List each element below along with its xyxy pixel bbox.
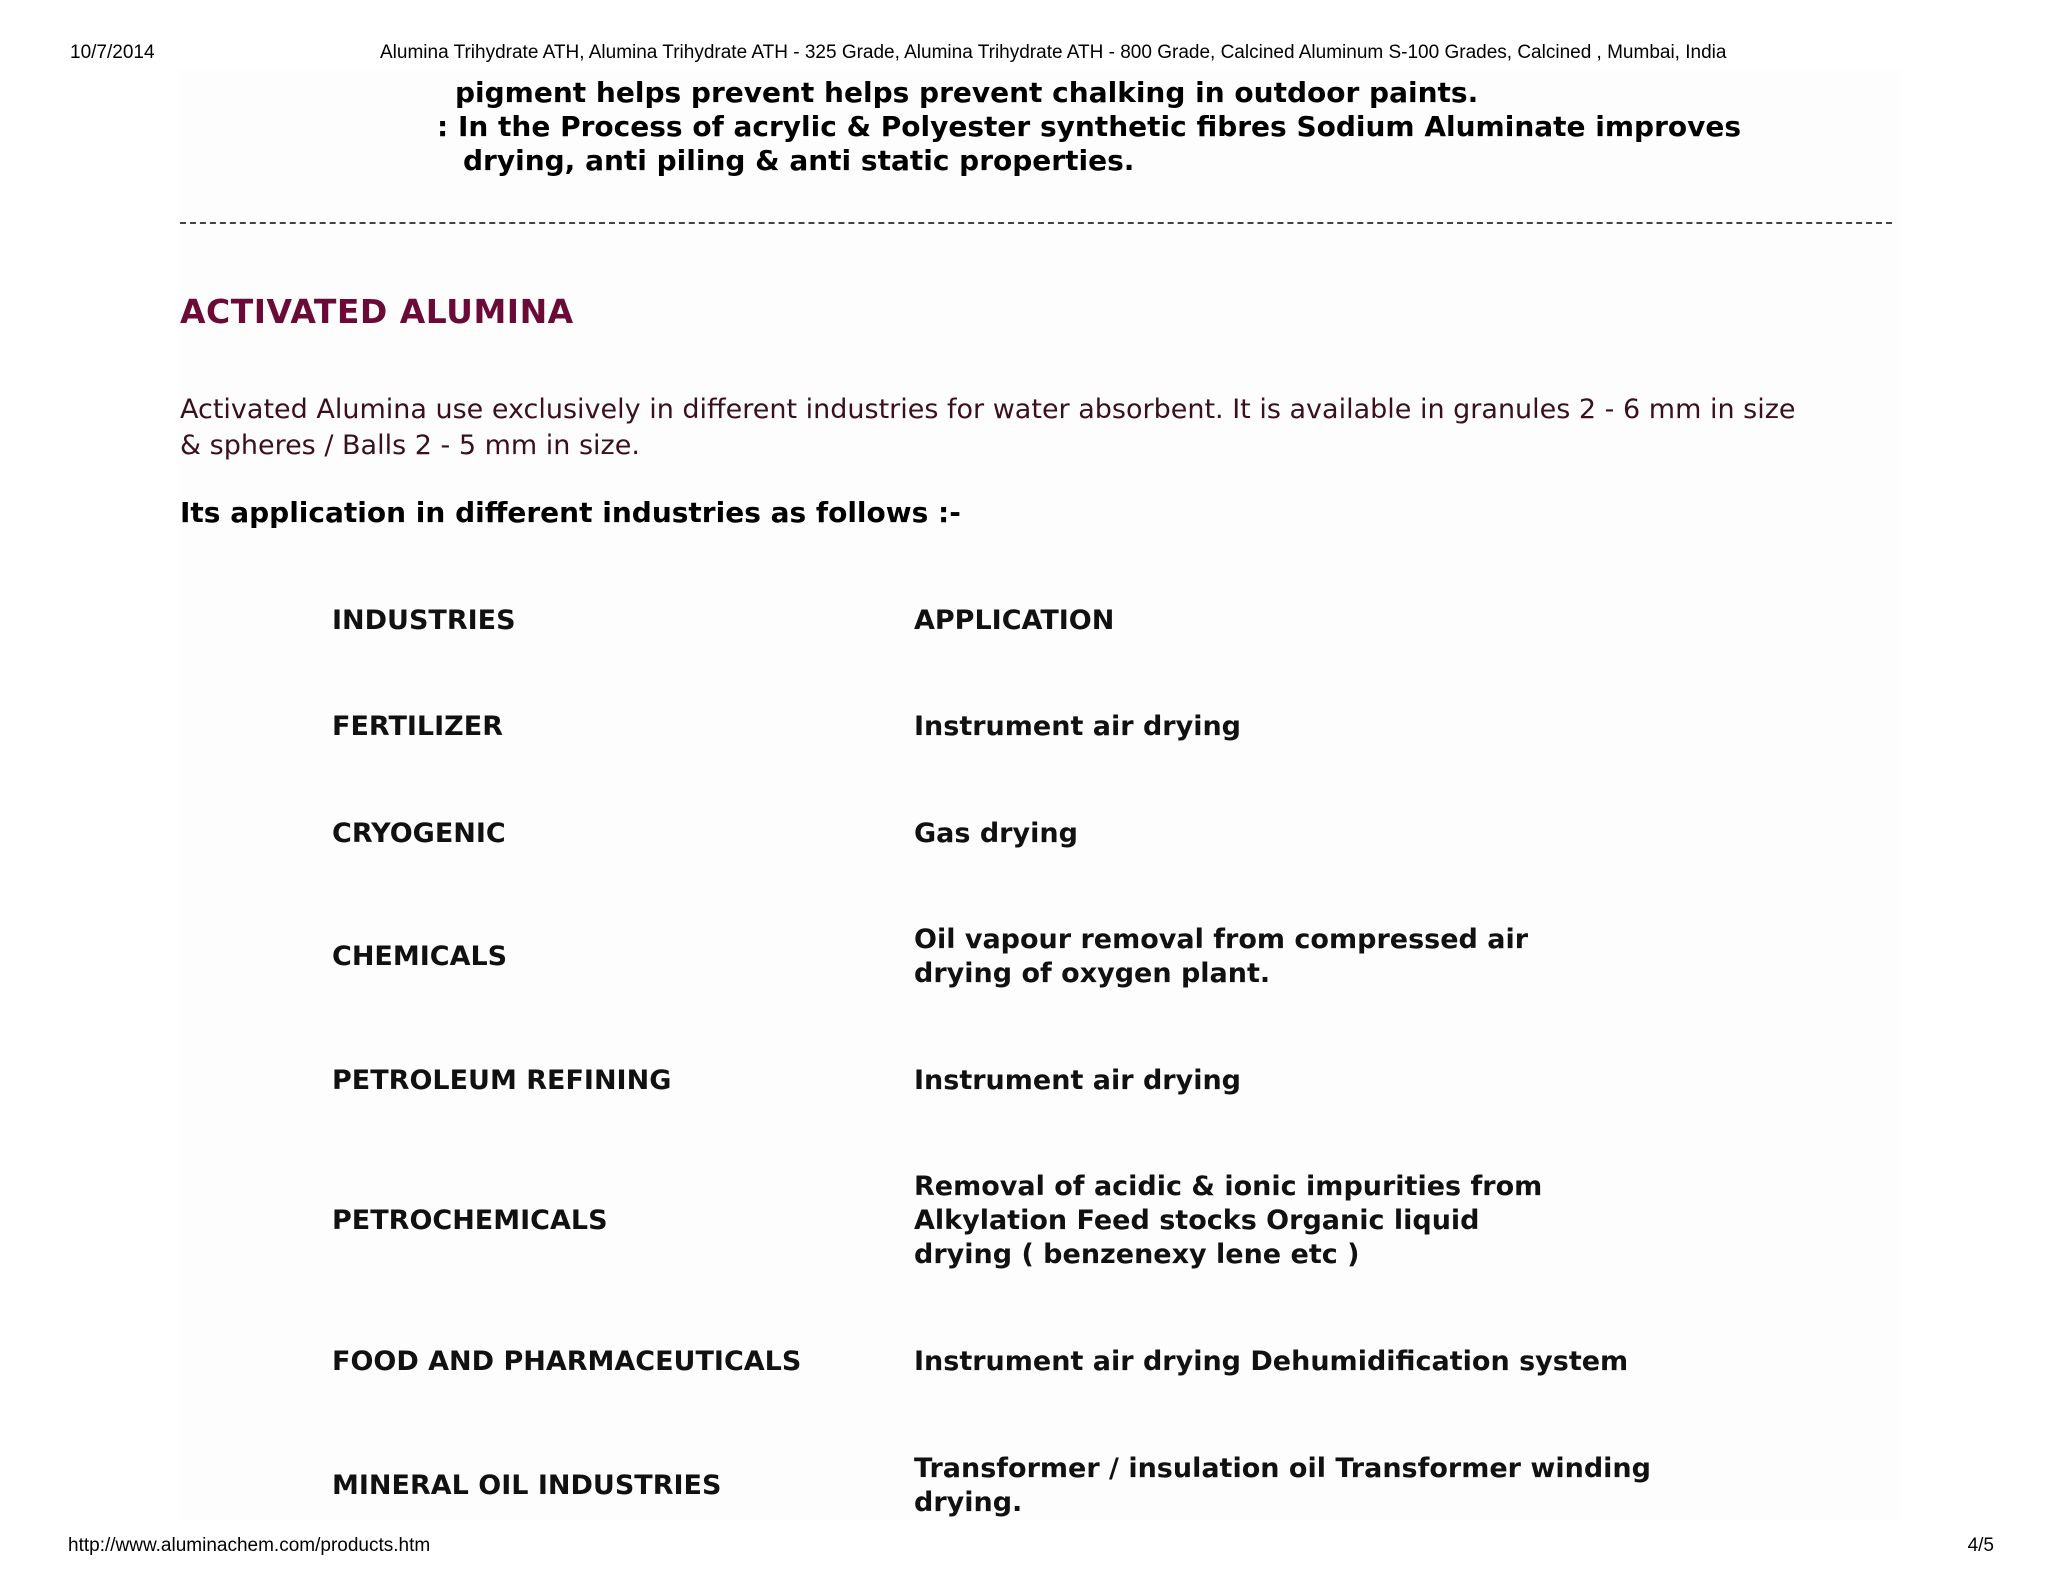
application-line: Gas drying: [914, 818, 1078, 849]
application-line: Oil vapour removal from compressed air: [914, 924, 1529, 955]
applications-heading: Its application in different industries as follows :-: [180, 496, 961, 529]
industry-cell: FOOD AND PHARMACEUTICALS: [332, 1346, 802, 1377]
industry-cell: FERTILIZER: [332, 711, 503, 742]
application-line: Removal of acidic & ionic impurities from: [914, 1171, 1543, 1202]
column-header-industries: INDUSTRIES: [332, 605, 516, 636]
application-line: Alkylation Feed stocks Organic liquid: [914, 1205, 1480, 1236]
footer-url: http://www.aluminachem.com/products.htm: [68, 1535, 431, 1556]
application-line: drying.: [914, 1487, 1023, 1518]
application-cell: [914, 817, 1078, 851]
section-title: ACTIVATED ALUMINA: [180, 292, 574, 331]
description-line: & spheres / Balls 2 - 5 mm in size.: [180, 430, 640, 461]
application-cell: [914, 1064, 1241, 1098]
industry-cell: CRYOGENIC: [332, 818, 506, 849]
industry-cell: MINERAL OIL INDUSTRIES: [332, 1470, 722, 1501]
print-date: 10/7/2014: [70, 42, 155, 63]
description-line: Activated Alumina use exclusively in different industries for water absorbent. It is available in granules 2 - 6 mm in size: [180, 394, 1796, 425]
industry-cell: PETROCHEMICALS: [332, 1205, 608, 1236]
industry-cell: CHEMICALS: [332, 941, 508, 972]
application-cell: [914, 1170, 1542, 1272]
application-cell: [914, 710, 1241, 744]
intro-line: drying, anti piling & anti static properties.: [463, 144, 1135, 177]
application-cell: [914, 1345, 1628, 1379]
page-title: Alumina Trihydrate ATH, Alumina Trihydrate ATH - 325 Grade, Alumina Trihydrate ATH - 800 Grade, Calcined Aluminum S-100 Grades, Calcined , Mumbai, India: [380, 42, 1727, 63]
intro-line: : In the Process of acrylic & Polyester synthetic fibres Sodium Aluminate improves: [437, 110, 1742, 143]
application-line: drying of oxygen plant.: [914, 958, 1271, 989]
page-content: [180, 70, 1900, 1520]
page-number: 4/5: [1967, 1535, 1994, 1556]
intro-line: pigment helps prevent helps prevent chalking in outdoor paints.: [455, 76, 1479, 109]
column-header-application: APPLICATION: [914, 605, 1115, 636]
application-line: Instrument air drying: [914, 1065, 1241, 1096]
application-line: Instrument air drying Dehumidification system: [914, 1346, 1629, 1377]
industry-cell: PETROLEUM REFINING: [332, 1065, 672, 1096]
application-line: drying ( benzenexy lene etc ): [914, 1239, 1360, 1270]
application-line: Instrument air drying: [914, 711, 1241, 742]
application-cell: [914, 1452, 1651, 1520]
application-cell: [914, 923, 1528, 991]
applications-table: [332, 70, 1782, 1520]
application-line: Transformer / insulation oil Transformer winding: [914, 1453, 1651, 1484]
